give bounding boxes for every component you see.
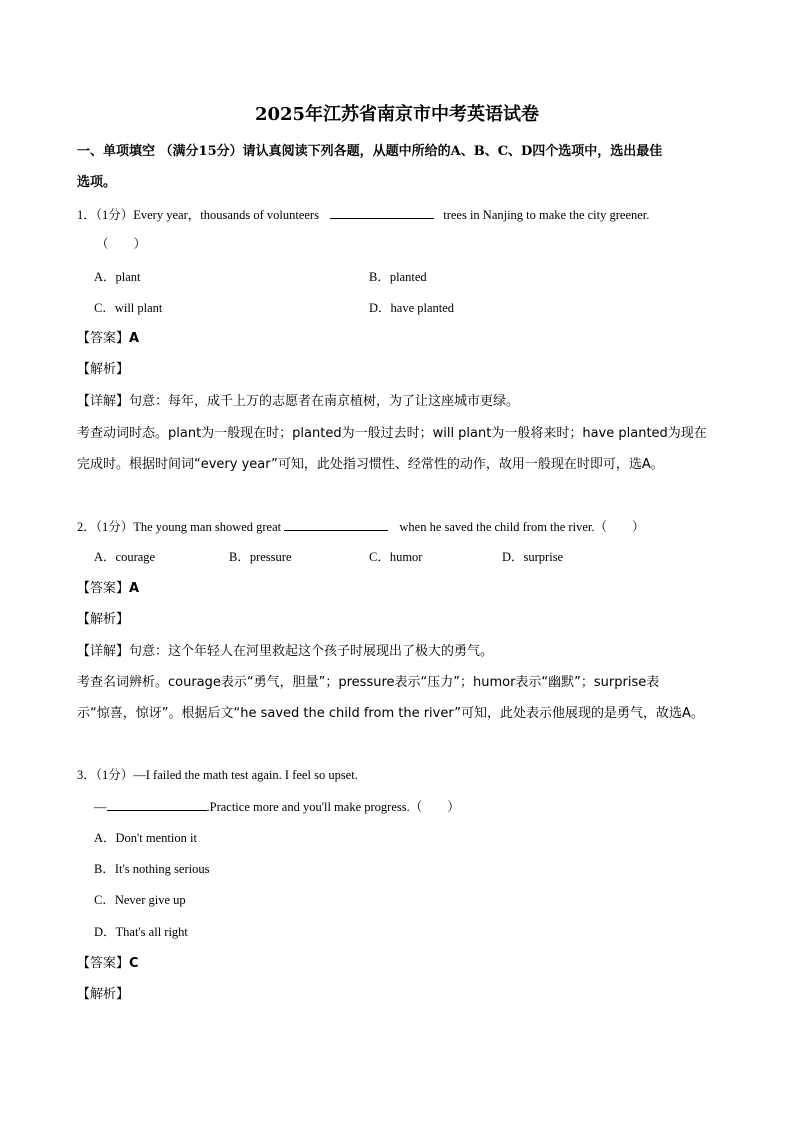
question-1-stem <box>77 208 649 222</box>
answer-blank <box>107 800 207 811</box>
answer-value: C <box>129 956 139 971</box>
answer-value: A <box>129 331 140 346</box>
answer-line <box>77 957 139 970</box>
option-a: A．plant <box>94 270 141 284</box>
option-b: B．It's nothing serious <box>94 862 210 876</box>
detail-text: 【详解】句意：每年，成千上万的志愿者在南京植树，为了让这座城市更绿。 <box>77 394 520 409</box>
detail-text: 【详解】句意：这个年轻人在河里救起这个孩子时展现出了极大的勇气。 <box>77 644 494 659</box>
question-stem-end: .Practice more and you'll make progress.（ ） <box>206 800 460 814</box>
option-b: B．pressure <box>229 550 292 564</box>
answer-line <box>77 332 139 345</box>
dialogue-dash: — <box>94 800 107 814</box>
explanation-text-cont: 完成时。根据时间词“every year”可知，此处指习惯性、经常性的动作，故用一般现在时即可，选A。 <box>77 457 664 472</box>
option-b: B．planted <box>369 270 427 284</box>
question-3-response <box>94 800 460 814</box>
question-stem-start: 2．（1分）The young man showed great <box>77 520 282 534</box>
analysis-label: 【解析】 <box>77 362 130 377</box>
explanation-text: 考查名词辨析。courage表示“勇气，胆量”；pressure表示“压力”；humor表示“幽默”；surprise表 <box>77 675 660 690</box>
option-d: D．have planted <box>369 301 455 315</box>
question-stem-start: 1．（1分）Every year，thousands of volunteers <box>77 208 319 222</box>
section-instruction: 一、单项填空 （满分15分）请认真阅读下列各题，从题中所给的A、B、C、D四个选项中，选出最佳 <box>77 144 663 159</box>
option-c: C．will plant <box>94 301 163 315</box>
explanation-text: 考查动词时态。plant为一般现在时；planted为一般过去时；will plant为一般将来时；have planted为现在 <box>77 426 707 441</box>
option-a: A．courage <box>94 550 156 564</box>
page-title: 2025年江苏省南京市中考英语试卷 <box>254 104 540 125</box>
question-1-paren: （ ） <box>96 237 147 251</box>
question-stem-end: trees in Nanjing to make the city greener. <box>443 208 650 222</box>
section-instruction-cont: 选项。 <box>77 175 117 190</box>
answer-label: 【答案】 <box>77 581 130 596</box>
answer-blank <box>284 520 388 531</box>
option-a: A．Don't mention it <box>94 831 197 845</box>
answer-label: 【答案】 <box>77 956 130 971</box>
answer-label: 【答案】 <box>77 331 130 346</box>
option-d: D．That's all right <box>94 925 188 939</box>
question-2-stem <box>77 520 644 534</box>
option-c: C．humor <box>369 550 423 564</box>
analysis-label: 【解析】 <box>77 612 130 627</box>
answer-value: A <box>129 581 140 596</box>
explanation-text-cont: 示“惊喜，惊讶”。根据后文“he saved the child from the river”可知，此处表示他展现的是勇气，故选A。 <box>77 706 704 721</box>
answer-line <box>77 582 139 595</box>
answer-blank <box>330 208 434 219</box>
option-c: C．Never give up <box>94 893 186 907</box>
question-stem-end: when he saved the child from the river.（ ） <box>399 520 645 534</box>
option-d: D．surprise <box>502 550 564 564</box>
question-3-stem: 3．（1分）—I failed the math test again. I feel so upset. <box>77 768 358 782</box>
analysis-label: 【解析】 <box>77 987 130 1002</box>
